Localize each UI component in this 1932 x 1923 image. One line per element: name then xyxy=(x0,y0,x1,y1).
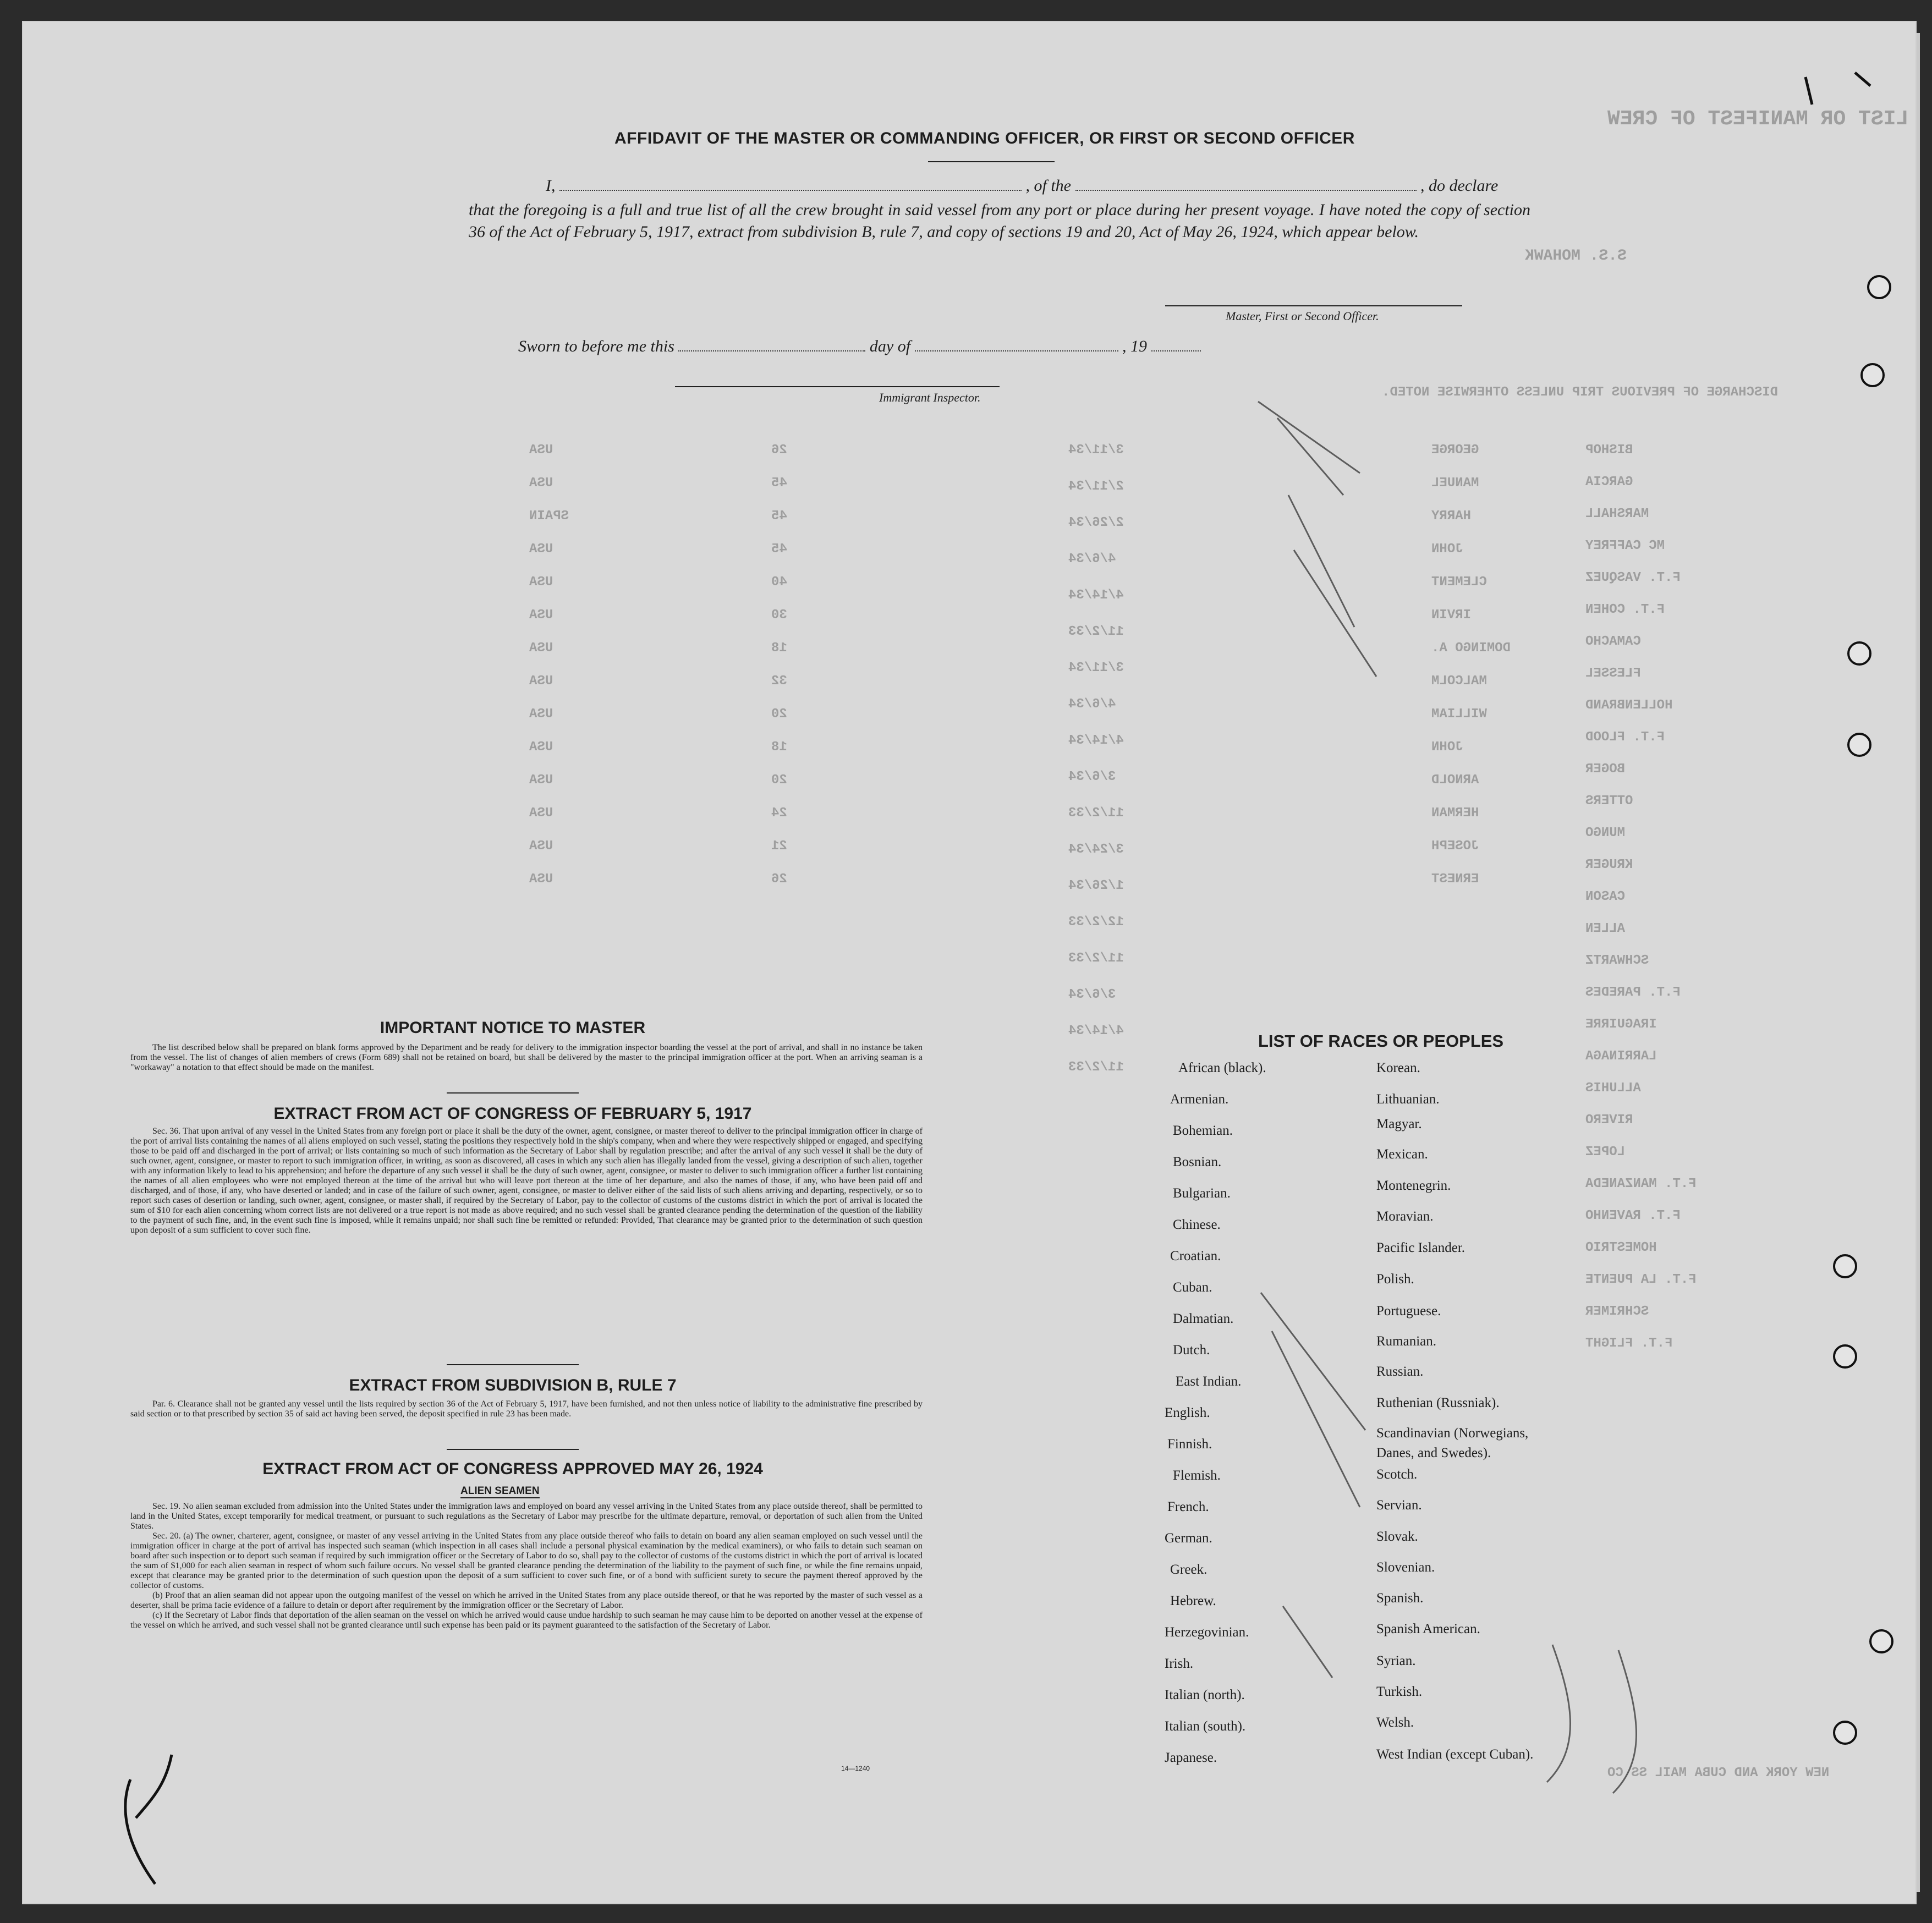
bleed-surname: F.T. VASQUEZ xyxy=(1585,570,1681,585)
extract-1917-heading: EXTRACT FROM ACT OF CONGRESS OF FEBRUARY 5, 1917 xyxy=(273,1105,752,1123)
bleed-surname: F.T. LA PUENTE xyxy=(1585,1272,1697,1287)
bleed-age: 20 xyxy=(771,773,787,788)
race-item-left: Italian (north). xyxy=(1165,1688,1245,1702)
bleed-nation: USA xyxy=(529,773,553,788)
race-item-right: Slovak. xyxy=(1376,1529,1418,1544)
bleed-surname: SCHRIMER xyxy=(1585,1304,1649,1319)
race-item-right: Scandinavian (Norwegians, xyxy=(1376,1426,1529,1441)
pen-markings xyxy=(23,22,1915,1903)
bleed-date: 4/6/34 xyxy=(1068,552,1116,567)
bleed-name: HERMAN xyxy=(1431,806,1479,821)
bleed-surname: SCHWARTZ xyxy=(1585,953,1649,968)
race-item-right: Spanish American. xyxy=(1376,1622,1480,1636)
bleed-surname: F.T. FLIGHT xyxy=(1585,1336,1673,1351)
race-item-left: Armenian. xyxy=(1170,1092,1229,1107)
bleed-name: ARNOLD xyxy=(1431,773,1479,788)
bleed-nation: SPAIN xyxy=(529,509,569,524)
sec-20a-paragraph: Sec. 20. (a) The owner, charterer, agent, consignee, or master of any vessel arriving in the United States from any place outside thereof who fails to detain on board any alien seaman employed on such vessel until the immigration officer in charge at the port of arrival has inspected such seaman (which inspection in all cases shall include a personal physical examination by the medical examiners), or who fails to detain such seaman on board after such inspection or to deport such seaman if required by such immigration officer or the Secretary of Labor to do so, shall pay to the collector of customs of the customs district in which the port of arrival is located the sum of $1,000 for each alien seaman in respect of whom such failure occurs. No vessel shall be granted clearance pending the determination of the liability to the payment of such fine, or while the fine remains unpaid, except that clearance may be granted prior to the determination of such question upon the deposit of a sum sufficient to cover such fine, or of a bond with sufficient surety to secure the payment thereof approved by the collector of customs. xyxy=(130,1531,923,1590)
bleed-vessel: S.S. MOHAWK xyxy=(1525,248,1627,265)
bleed-nation: USA xyxy=(529,608,553,623)
sworn-day-of: day of xyxy=(869,337,911,355)
race-item-left: Dutch. xyxy=(1173,1343,1210,1358)
bleed-nation: USA xyxy=(529,443,553,458)
race-item-right: Servian. xyxy=(1376,1498,1422,1513)
bleed-nation: USA xyxy=(529,839,553,854)
bleed-surname: KRUGER xyxy=(1585,858,1633,872)
bleed-date: 11/2/33 xyxy=(1068,624,1124,639)
bleed-nation: USA xyxy=(529,707,553,722)
race-item-right: Portuguese. xyxy=(1376,1304,1441,1318)
bleed-nation: USA xyxy=(529,641,553,656)
race-item-right: Slovenian. xyxy=(1376,1560,1435,1575)
bleed-name: IRVIN xyxy=(1431,608,1472,623)
bleed-note: DISCHARGE OF PREVIOUS TRIP UNLESS OTHERWISE NOTED. xyxy=(1382,385,1779,400)
bleed-surname: F.T. FLOOD xyxy=(1585,730,1665,745)
race-item-left: Chinese. xyxy=(1173,1217,1221,1232)
race-item-right: Magyar. xyxy=(1376,1117,1422,1131)
master-signature-label: Master, First or Second Officer. xyxy=(1226,309,1379,323)
bleed-surname: CAMACHO xyxy=(1585,634,1641,649)
bleed-name: HARRY xyxy=(1431,509,1472,524)
bleed-date: 3/11/34 xyxy=(1068,661,1124,675)
race-item-left: Cuban. xyxy=(1173,1280,1212,1295)
race-item-right: West Indian (except Cuban). xyxy=(1376,1747,1534,1762)
bleed-nation: USA xyxy=(529,674,553,689)
bleed-header: LIST OR MANIFEST OF CREW xyxy=(1607,107,1909,131)
bleed-nation: USA xyxy=(529,872,553,887)
bleed-surname: BISHOP xyxy=(1585,443,1633,458)
race-item-right: Pacific Islander. xyxy=(1376,1240,1466,1255)
bleed-date: 12/2/33 xyxy=(1068,915,1124,930)
bleed-nation: USA xyxy=(529,806,553,821)
bleed-age: 45 xyxy=(771,509,787,524)
bleed-date: 1/26/34 xyxy=(1068,878,1124,893)
race-item-left: Greek. xyxy=(1170,1562,1208,1577)
bleed-date: 3/11/34 xyxy=(1068,443,1124,458)
form-number: 14—1240 xyxy=(841,1765,870,1772)
races-title: LIST OF RACES OR PEOPLES xyxy=(1258,1031,1504,1051)
bleed-date: 4/6/34 xyxy=(1068,697,1116,712)
bleed-surname: HOLLENBRAND xyxy=(1585,698,1673,713)
race-item-left: Japanese. xyxy=(1165,1750,1217,1765)
race-item-right: Korean. xyxy=(1376,1061,1420,1075)
race-item-left: Finnish. xyxy=(1167,1437,1212,1452)
race-item-left: French. xyxy=(1167,1499,1209,1514)
document-page xyxy=(22,21,1917,1904)
bleed-age: 24 xyxy=(771,806,787,821)
bleed-surname: OTTERS xyxy=(1585,794,1633,809)
bleed-age: 30 xyxy=(771,608,787,623)
bleed-age: 18 xyxy=(771,641,787,656)
bleed-date: 2/26/34 xyxy=(1068,515,1124,530)
race-item-right: Ruthenian (Russniak). xyxy=(1376,1395,1500,1410)
race-item-right: Russian. xyxy=(1376,1364,1424,1379)
bleed-age: 20 xyxy=(771,707,787,722)
bleed-name: ERNEST xyxy=(1431,872,1479,887)
bleed-surname: MC CAFFREY xyxy=(1585,539,1665,553)
affidavit-body: that the foregoing is a full and true list of all the crew brought in said vessel from any port or place during her present voyage. I have noted the copy of section 36 of the Act of February 5, 1917, extract from subdivision B, rule 7, and copy of sections 19 and 20, Act of May 26, 1924, which appear below. xyxy=(469,201,1530,241)
bleed-surname: MUNGO xyxy=(1585,826,1626,840)
bleed-date: 4/14/34 xyxy=(1068,733,1124,748)
sec-20c-paragraph: (c) If the Secretary of Labor finds that deportation of the alien seaman on the vessel on which he arrived would cause undue hardship to such seaman he may cause him to be deported on another vessel at the expense of the vessel on which he arrived, and such vessel shall not be granted clearance until such expense has been paid or its payment guaranteed to the satisfaction of the Secretary of Labor. xyxy=(130,1611,923,1630)
race-item-right: Polish. xyxy=(1376,1272,1414,1287)
race-item-left: German. xyxy=(1165,1531,1212,1546)
affidavit-title: AFFIDAVIT OF THE MASTER OR COMMANDING OFFICER, OR FIRST OR SECOND OFFICER xyxy=(614,129,1355,147)
bleed-age: 40 xyxy=(771,575,787,590)
race-item-right: Montenegrin. xyxy=(1376,1178,1451,1193)
sworn-year-prefix: , 19 xyxy=(1122,337,1148,355)
bleed-nation: USA xyxy=(529,575,553,590)
bleed-date: 11/2/33 xyxy=(1068,951,1124,966)
race-item-right: Turkish. xyxy=(1376,1684,1423,1699)
inspector-signature-label: Immigrant Inspector. xyxy=(879,391,981,404)
race-item-right: Syrian. xyxy=(1376,1653,1416,1668)
notice-paragraph: The list described below shall be prepared on blank forms approved by the Department and be ready for delivery to the immigration inspector boarding the vessel at the port of arrival, and shall in no instance be taken from the vessel. The list of changes of alien members of crews (Form 689) shall not be retained on board, but shall be delivered by the master to the principal immigration officer at the port. When an arriving seaman is a "workaway" a notation to that effect should be made on the manifest. xyxy=(130,1043,923,1072)
bleed-surname: MARSHALL xyxy=(1585,507,1649,521)
race-item-right: Spanish. xyxy=(1376,1591,1424,1606)
bleed-date: 3/6/34 xyxy=(1068,770,1116,784)
bleed-name: MALCOLM xyxy=(1431,674,1487,689)
sec-36-paragraph: Sec. 36. That upon arrival of any vessel in the United States from any foreign port or place it shall be the duty of the owner, agent, consignee, or master thereof to deliver to the principal immigration officer in charge of the port of arrival lists containing the names of all aliens employed on such vessel, stating the positions they respectively hold in the ship's company, when and where they were respectively shipped or engaged, and specifying those to be paid off and discharged in the port of arrival; or lists containing so much of such information as the Secretary of Labor shall by regulation prescribe; and after the arrival of any such vessel it shall be the duty of such owner, agent, consignee, or master to report to such immigration officer, in writing, as soon as discovered, all cases in which any such alien has illegally landed from the vessel, giving a description of such alien, together with any information likely to lead to his apprehension; and before the departure of any such vessel it shall be the duty of such owner, agent, consignee, or master to deliver to such immigration officer a further list containing the names of all alien employees who were not employed thereon at the time of the arrival but who will leave port thereon at the time of her departure, and also the names of those, if any, who have been paid off and discharged, and of those, if any, who have deserted or landed; and in case of the failure of such owner, agent, consignee, or master to deliver either of the said lists of such aliens arriving and departing, respectively, or so to report such cases of desertion or landing, such owner, agent, consignee, or master shall, if required by the Secretary of Labor, pay to the collector of customs of the customs district in which the port of arrival is located the sum of $10 for each alien concerning whom correct lists are not delivered or a true report is not made as above required; and no such vessel shall be granted clearance pending the determination of the question of the liability to the payment of such fine, and, in the event such fine is imposed, while it remains unpaid; nor shall such fine be remitted or refunded: Provided, That clearance may be granted prior to the determination of such question upon deposit of a sum sufficient to cover such fine. xyxy=(130,1127,923,1235)
race-item-left: English. xyxy=(1165,1405,1210,1420)
notice-heading: IMPORTANT NOTICE TO MASTER xyxy=(380,1019,646,1037)
bleed-name: JOHN xyxy=(1431,542,1463,557)
bleed-surname: F.T. MANZANEDA xyxy=(1585,1177,1697,1191)
bleed-surname: IRAGUIRRE xyxy=(1585,1017,1657,1032)
race-item-left: Bosnian. xyxy=(1173,1155,1222,1169)
bleed-date: 11/2/33 xyxy=(1068,806,1124,821)
alien-seamen-subheading: ALIEN SEAMEN xyxy=(460,1485,540,1498)
bleed-name: JOHN xyxy=(1431,740,1463,755)
bleed-surname: HOMESTRIO xyxy=(1585,1240,1657,1255)
bleed-date: 3/6/34 xyxy=(1068,987,1116,1002)
extract-1924-heading: EXTRACT FROM ACT OF CONGRESS APPROVED MAY 26, 1924 xyxy=(262,1460,763,1478)
sec-20b-paragraph: (b) Proof that an alien seaman did not appear upon the outgoing manifest of the vessel on which he arrived in the United States from any place outside thereof, or that he was reported by the master of such vessel as a deserter, shall be prima facie evidence of a failure to detain or deport after requirement by the immigration officer or the Secretary of Labor. xyxy=(130,1591,923,1610)
race-item-right: Lithuanian. xyxy=(1376,1092,1440,1107)
race-item-right: Welsh. xyxy=(1376,1715,1414,1730)
bleed-name: GEORGE xyxy=(1431,443,1479,458)
bleed-surname: LOPEZ xyxy=(1585,1145,1626,1160)
race-item-left: Flemish. xyxy=(1173,1468,1221,1483)
bleed-age: 26 xyxy=(771,872,787,887)
race-item-left: Hebrew. xyxy=(1170,1594,1216,1608)
bleed-surname: F.T. PAREDES xyxy=(1585,985,1681,1000)
race-item-left: Dalmatian. xyxy=(1173,1311,1234,1326)
race-item-left: Italian (south). xyxy=(1165,1719,1246,1734)
bleed-date: 3/24/34 xyxy=(1068,842,1124,857)
bleed-surname: CASON xyxy=(1585,889,1626,904)
bleed-name: WILLIAM xyxy=(1431,707,1487,722)
bleed-name: CLEMENT xyxy=(1431,575,1487,590)
rule-7-heading: EXTRACT FROM SUBDIVISION B, RULE 7 xyxy=(349,1376,677,1394)
sec-19-paragraph: Sec. 19. No alien seaman excluded from admission into the United States under the immigration laws and employed on board any vessel arriving in the United States from any place outside thereof, shall be permitted to land in the United States, except temporarily for medical treatment, or pursuant to such regulations as the Secretary of Labor may prescribe for the ultimate departure, removal, or deportation of such alien from the United States. xyxy=(130,1502,923,1531)
bleed-surname: F.T. COHEN xyxy=(1585,602,1665,617)
race-item-left: African (black). xyxy=(1178,1061,1266,1075)
race-item-left: Croatian. xyxy=(1170,1249,1221,1263)
race-item-right: Danes, and Swedes). xyxy=(1376,1446,1491,1460)
bleed-surname: F.T. RAVENHO xyxy=(1585,1208,1681,1223)
sworn-label: Sworn to before me this xyxy=(518,337,674,355)
bleed-nation: USA xyxy=(529,740,553,755)
race-item-left: Bohemian. xyxy=(1173,1123,1233,1138)
affidavit-of-the: , of the xyxy=(1025,177,1071,195)
bleed-age: 26 xyxy=(771,443,787,458)
bleed-date: 11/2/33 xyxy=(1068,1060,1124,1075)
bleed-nation: USA xyxy=(529,542,553,557)
bleed-footer: NEW YORK AND CUBA MAIL SS CO xyxy=(1607,1766,1830,1781)
race-item-right: Mexican. xyxy=(1376,1147,1428,1162)
bleed-surname: LARRINAGA xyxy=(1585,1049,1657,1064)
bleed-surname: FLESSEL xyxy=(1585,666,1641,681)
race-item-left: East Indian. xyxy=(1176,1374,1242,1389)
race-item-left: Irish. xyxy=(1165,1656,1194,1671)
bleed-surname: BOGER xyxy=(1585,762,1626,777)
bleed-name: JOSEPH xyxy=(1431,839,1479,854)
race-item-right: Moravian. xyxy=(1376,1209,1434,1224)
race-item-left: Bulgarian. xyxy=(1173,1186,1231,1201)
bleed-age: 45 xyxy=(771,542,787,557)
bleed-age: 45 xyxy=(771,476,787,491)
bleed-date: 2/11/34 xyxy=(1068,479,1124,494)
bleed-name: DOMINGO A. xyxy=(1431,641,1511,656)
bleed-age: 18 xyxy=(771,740,787,755)
race-item-left: Herzegovinian. xyxy=(1165,1625,1249,1640)
bleed-surname: ALLEN xyxy=(1585,921,1626,936)
bleed-age: 32 xyxy=(771,674,787,689)
par-6-paragraph: Par. 6. Clearance shall not be granted any vessel until the lists required by section 36 of the Act of February 5, 1917, have been furnished, and not then unless notice of liability to the administrative fine prescribed by said section or to that prescribed by section 35 of said act having been served, the deposit specified in rule 23 has been made. xyxy=(130,1399,923,1419)
bleed-nation: USA xyxy=(529,476,553,491)
bleed-surname: RIVERO xyxy=(1585,1113,1633,1128)
affidavit-i: I, xyxy=(546,177,556,195)
bleed-date: 4/14/34 xyxy=(1068,1024,1124,1039)
affidavit-declare: , do declare xyxy=(1420,177,1499,195)
race-item-right: Rumanian. xyxy=(1376,1334,1437,1349)
bleed-surname: GARCIA xyxy=(1585,475,1633,490)
bleed-age: 21 xyxy=(771,839,787,854)
bleed-date: 4/14/34 xyxy=(1068,588,1124,603)
bleed-name: MANUEL xyxy=(1431,476,1479,491)
bleed-surname: ALLUHIS xyxy=(1585,1081,1641,1096)
race-item-right: Scotch. xyxy=(1376,1467,1418,1482)
